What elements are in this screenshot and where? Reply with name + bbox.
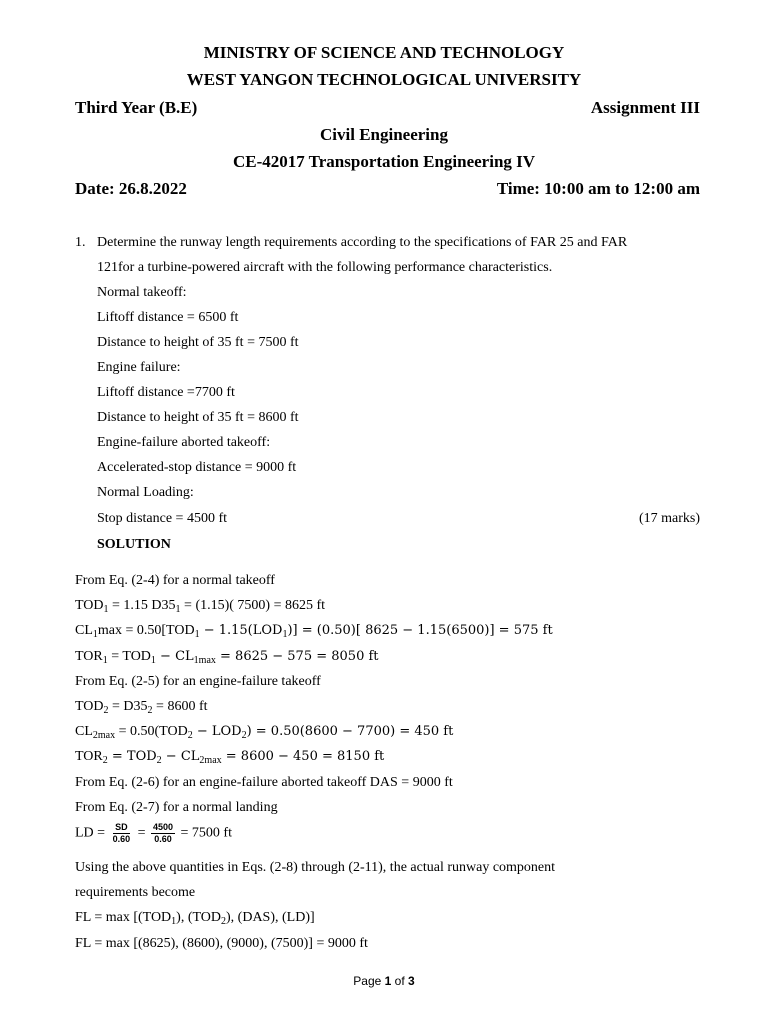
ministry-title: MINISTRY OF SCIENCE AND TECHNOLOGY [203,43,565,62]
solution-line: From Eq. (2-4) for a normal takeoff [75,573,275,588]
question-item: Normal Loading: [97,485,194,500]
solution-line: Using the above quantities in Eqs. (2-8) through (2-11), the actual runway component [75,860,556,875]
department-title: Civil Engineering [320,125,448,144]
question-item: Stop distance = 4500 ft [97,511,227,526]
page-footer: Page 1 of 3 [353,974,415,988]
year-assignment-row [75,98,700,118]
total-pages: 3 [408,974,415,988]
question-item: Distance to height of 35 ft = 8600 ft [97,410,299,425]
fraction: $\frac{4500}{0.60}$ [153,822,174,844]
time-label: Time: 10:00 am to 12:00 am [496,179,700,198]
question-number: 1. [75,235,86,250]
equation-ld: LD = $\frac{SD}{0.60}$ = $\frac{4500}{0.60}$ = 7500 ft [75,822,232,844]
solution-line: From Eq. (2-6) for an engine-failure aborted takeoff DAS = 9000 ft [75,775,453,790]
solution-line: From Eq. (2-5) for an engine-failure takeoff [75,674,321,689]
question-item: Normal takeoff: [97,285,187,300]
date-label: Date: 26.8.2022 [75,179,187,198]
question-text-line-1: Determine the runway length requirements according to the specifications of FAR 25 and FAR [97,235,628,250]
equation-fl-max: FL = $\max [(TOD_1)$, $(TOD_2)$, (DAS), (LD)] [75,910,315,927]
fraction: $\frac{SD}{0.60}$ [112,822,131,844]
question-item: Engine-failure aborted takeoff: [97,435,271,450]
solution-heading: SOLUTION [97,537,171,552]
solution-line: requirements become [75,885,196,900]
question-item: Liftoff distance = 6500 ft [97,310,239,325]
solution-line: From Eq. (2-7) for a normal landing [75,800,278,815]
solution-line: FL = max [(8625), (8600), (9000), (7500)] = 9000 ft [75,936,368,951]
equation-cl1max: $CL_1\max = 0.50[TOD_1 - 1.15(LOD_1)] = (0.50)$[ 8625 − 1.15(6500)] = 575 ft [75,623,553,640]
current-page: 1 [384,974,392,988]
question-item: Engine failure: [97,360,181,375]
assignment-label: Assignment III [590,98,700,117]
equation-tod1: $TOD_1 = 1.15$ $D35_1 = (1.15)$( 7500) = 8625 ft [75,598,326,615]
equation-tor1: $TOR_1 = TOD_1 - CL_{1max} = 8625 - 575 = 8050$ ft [75,649,379,666]
equation-tod2: $TOD_2 = D35_2 = 8600$ ft [75,699,208,716]
date-time-row [75,179,700,199]
course-title: CE-42017 Transportation Engineering IV [232,152,536,171]
question-text-line-2: 121for a turbine-powered aircraft with the following performance characteristics. [97,260,553,275]
question-item: Accelerated-stop distance = 9000 ft [97,460,297,475]
equation-tor2: $TOR_2 = TOD_2 - CL_{2max} = 8600 - 450 = 8150$ ft [75,749,385,766]
year-label: Third Year (B.E) [75,98,198,117]
equation-cl2max: $CL_{2max} = 0.50(TOD_2 - LOD_2) = 0.50(8600 - 7700) = 450$ ft [75,724,454,741]
question-item: Distance to height of 35 ft = 7500 ft [97,335,299,350]
university-title: WEST YANGON TECHNOLOGICAL UNIVERSITY [186,70,582,89]
question-item: Liftoff distance =7700 ft [97,385,235,400]
marks-label: (17 marks) [638,511,700,526]
